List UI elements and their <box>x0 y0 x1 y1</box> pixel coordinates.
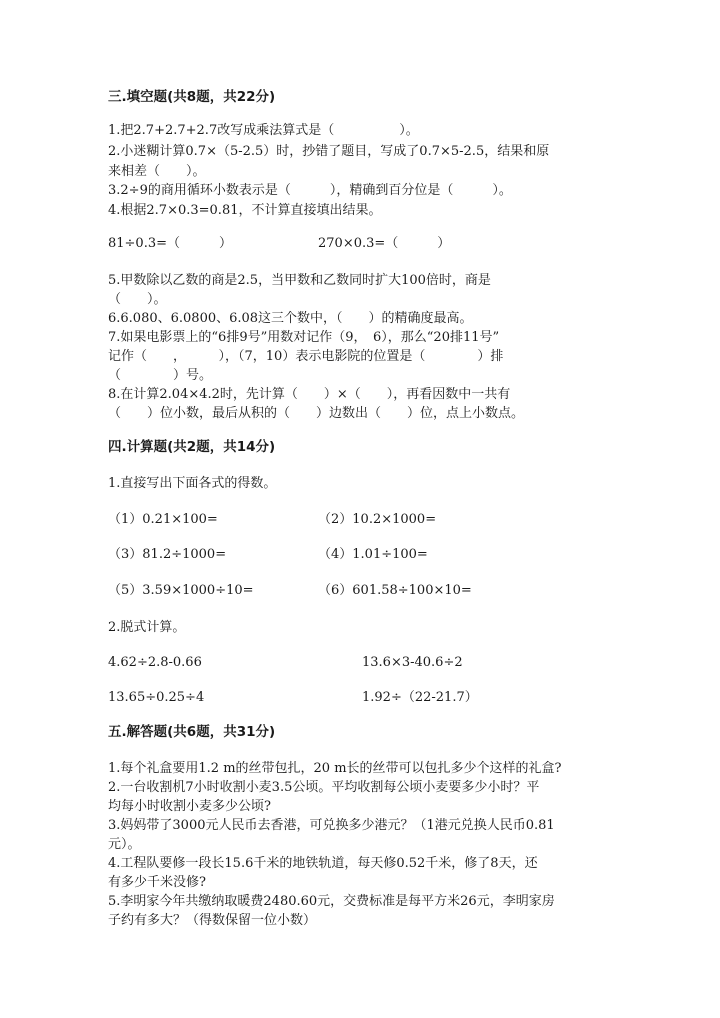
question-line: 8.在计算2.04×4.2时，先计算（ ）×（ ），再看因数中一共有 <box>108 387 511 402</box>
question-line: （ ）位小数，最后从积的（ ）边数出（ ）位，点上小数点。 <box>108 406 525 421</box>
section-title-word-problems: 五.解答题(共6题，共31分) <box>108 724 276 740</box>
question-line: 5.甲数除以乙数的商是2.5，当甲数和乙数同时扩大100倍时，商是 <box>108 273 491 288</box>
question-line: 4.工程队要修一段长15.6千米的地铁轨道，每天修0.52千米，修了8天，还 <box>108 856 538 871</box>
question-line: 均每小时收割小麦多少公顷? <box>108 799 271 814</box>
question-line: 1.每个礼盒要用1.2 m的丝带包扎，20 m长的丝带可以包扎多少个这样的礼盒? <box>108 761 562 776</box>
section-title-calculation: 四.计算题(共2题，共14分) <box>108 439 276 455</box>
question-item: 1.92÷（22-21.7） <box>362 690 478 705</box>
question-line: 有多少千米没修? <box>108 875 206 890</box>
question-line: 子约有多大？（得数保留一位小数） <box>108 913 317 928</box>
question-line: 7.如果电影票上的“6排9号”用数对记作（9， 6），那么“20排11号” <box>108 330 500 345</box>
question-line: 6.6.080、6.0800、6.08这三个数中，（ ）的精确度最高。 <box>108 311 473 326</box>
question-item: （2）10.2×1000= <box>318 512 437 527</box>
question-line: 元）。 <box>108 837 141 852</box>
question-line: 5.李明家今年共缴纳取暖费2480.60元，交费标准是每平方米26元，李明家房 <box>108 894 555 909</box>
question-item: 13.65÷0.25÷4 <box>108 690 205 705</box>
question-item: （1）0.21×100= <box>108 512 218 527</box>
question-line: 3.妈妈带了3000元人民币去香港，可兑换多少港元？（1港元兑换人民币0.81 <box>108 818 555 833</box>
question-line: 3.2÷9的商用循环小数表示是（ ），精确到百分位是（ ）。 <box>108 183 512 198</box>
question-item: 13.6×3-40.6÷2 <box>362 655 463 670</box>
question-line: 来相差（ ）。 <box>108 164 206 179</box>
question-item: （4）1.01÷100= <box>318 547 428 562</box>
question-line: 记作（ ， ），（7，10）表示电影院的位置是（ ）排 <box>108 349 504 364</box>
question-line: 1.把2.7+2.7+2.7改写成乘法算式是（ ）。 <box>108 123 419 138</box>
question-item: （5）3.59×1000÷10= <box>108 583 254 598</box>
question-line: （ ）号。 <box>108 368 213 383</box>
question-line: 1.直接写出下面各式的得数。 <box>108 476 277 491</box>
question-line: 4.根据2.7×0.3=0.81，不计算直接填出结果。 <box>108 203 382 218</box>
question-line: 2.脱式计算。 <box>108 620 186 635</box>
section-title-fill-in: 三.填空题(共8题，共22分) <box>108 89 276 105</box>
question-line: （ ）。 <box>108 292 167 307</box>
question-item: 270×0.3=（ ） <box>318 236 451 251</box>
question-item: 81÷0.3=（ ） <box>108 236 233 251</box>
question-item: （3）81.2÷1000= <box>108 547 227 562</box>
question-line: 2.小迷糊计算0.7×（5-2.5）时，抄错了题目，写成了0.7×5-2.5，结果和原 <box>108 144 550 159</box>
question-line: 2.一台收割机7小时收割小麦3.5公顷。平均收割每公顷小麦要多少小时？平 <box>108 780 540 795</box>
question-item: （6）601.58÷100×10= <box>318 583 472 598</box>
question-item: 4.62÷2.8-0.66 <box>108 655 202 670</box>
